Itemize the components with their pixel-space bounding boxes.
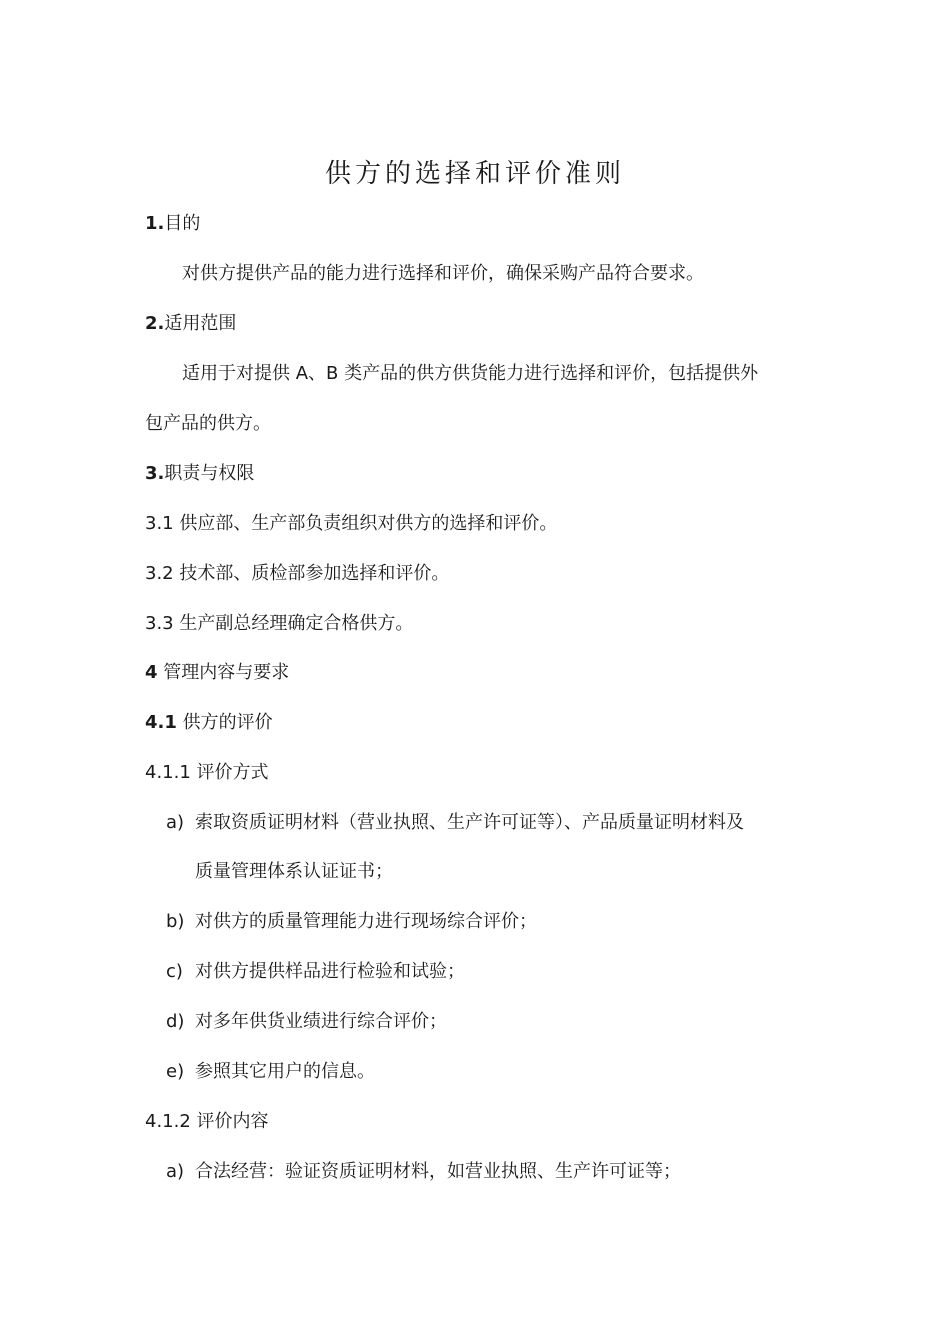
subsection-heading-evaluation <box>145 708 273 738</box>
section-heading-responsibility <box>145 459 254 489</box>
section-heading-text: 管理内容与要求 <box>157 662 290 683</box>
list-item: 索取资质证明材料（营业执照、生产许可证等）、产品质量证明材料及 <box>195 812 744 833</box>
clause-3-2: 3.2 技术部、质检部参加选择和评价。 <box>145 563 450 584</box>
list-item-marker: a) <box>166 812 185 833</box>
clause-3-1: 3.1 供应部、生产部负责组织对供方的选择和评价。 <box>145 513 558 534</box>
section-heading-scope <box>145 309 236 339</box>
clause-4-1-1: 4.1.1 评价方式 <box>145 762 269 783</box>
list-item-marker: e) <box>166 1061 185 1082</box>
list-item-marker: a) <box>166 1161 185 1182</box>
purpose-paragraph: 对供方提供产品的能力进行选择和评价，确保采购产品符合要求。 <box>182 263 704 284</box>
list-item-marker: d) <box>166 1011 185 1032</box>
section-heading-text: 供方的评价 <box>176 712 273 733</box>
scope-paragraph-line1: 适用于对提供 A、B 类产品的供方供货能力进行选择和评价，包括提供外 <box>182 363 759 384</box>
section-number: 4 <box>145 662 158 683</box>
scope-paragraph-line2: 包产品的供方。 <box>145 413 271 434</box>
section-heading-purpose <box>145 209 200 239</box>
list-item-marker: b) <box>166 911 185 932</box>
section-heading-text: 适用范围 <box>164 313 237 334</box>
section-heading-text: 职责与权限 <box>164 463 255 484</box>
list-item: 合法经营：验证资质证明材料，如营业执照、生产许可证等； <box>195 1161 681 1182</box>
section-heading-text: 目的 <box>164 213 201 234</box>
clause-4-1-2: 4.1.2 评价内容 <box>145 1111 269 1132</box>
list-item: 对供方提供样品进行检验和试验； <box>195 961 465 982</box>
list-item-marker: c) <box>166 961 183 982</box>
section-number: 4.1 <box>145 712 177 733</box>
document-title: 供方的选择和评价准则 <box>324 159 625 189</box>
section-number: 1. <box>145 213 165 234</box>
list-item: 对多年供货业绩进行综合评价； <box>195 1011 447 1032</box>
list-item-continuation: 质量管理体系认证证书； <box>195 861 393 882</box>
clause-3-3: 3.3 生产副总经理确定合格供方。 <box>145 613 414 634</box>
section-number: 3. <box>145 463 165 484</box>
section-number: 2. <box>145 313 165 334</box>
list-item: 参照其它用户的信息。 <box>195 1061 375 1082</box>
section-heading-management <box>145 658 289 688</box>
list-item: 对供方的质量管理能力进行现场综合评价； <box>195 911 537 932</box>
